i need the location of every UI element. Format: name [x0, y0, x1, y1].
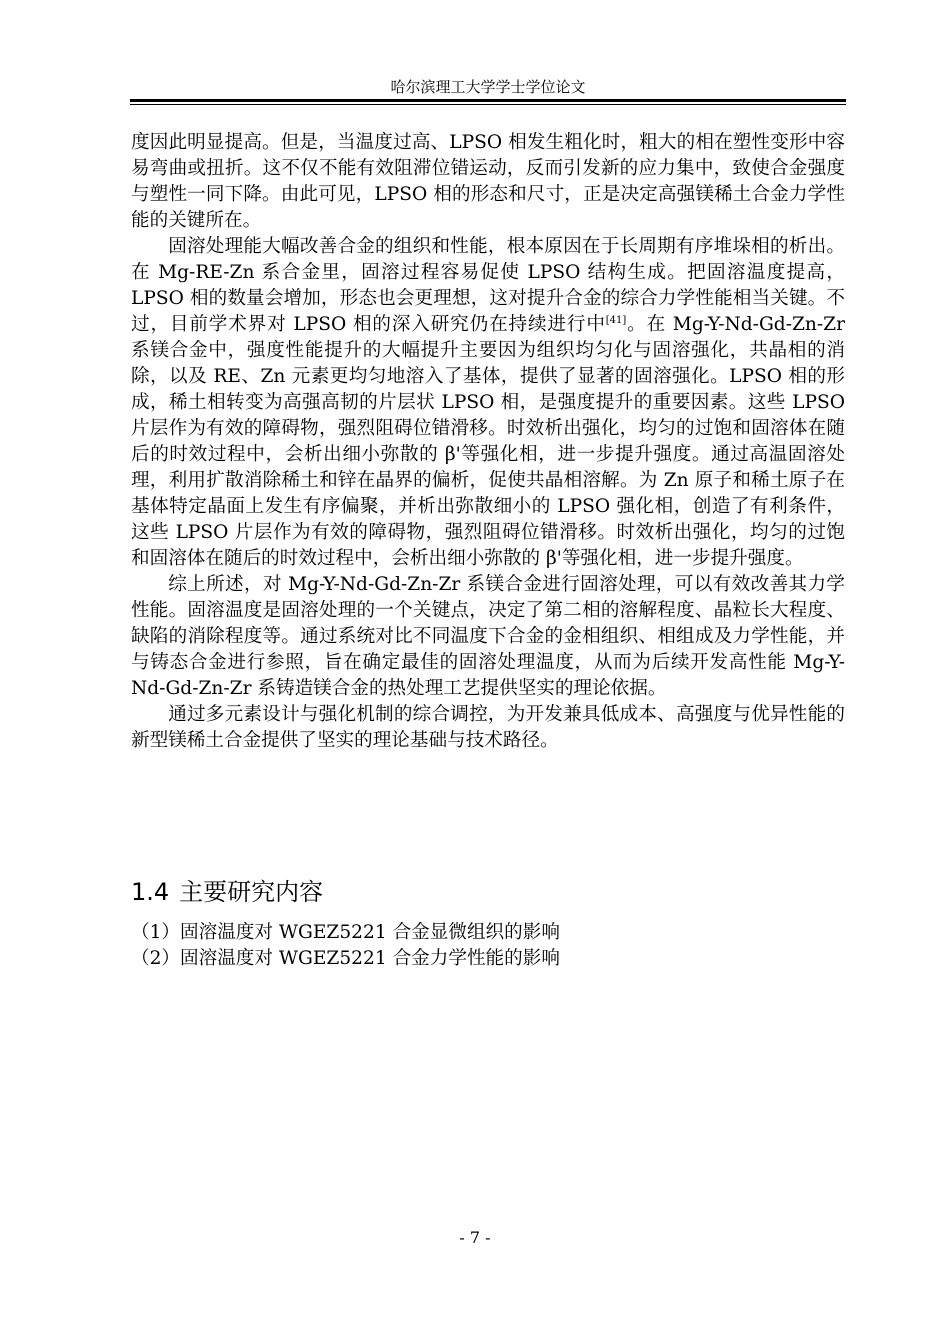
section-title-text: 主要研究内容 [179, 878, 324, 906]
research-content-list [131, 920, 560, 972]
section-number: 1.4 [131, 878, 170, 906]
header-rule-thick [130, 99, 846, 102]
paragraph-1: 度因此明显提高。但是，当温度过高、LPSO 相发生粗化时，粗大的相在塑性变形中容易弯曲或扭折。这不仅不能有效阻滞位错运动，反而引发新的应力集中，致使合金强度与塑性一同下降。由此可见，LPSO 相的形态和尺寸，正是决定高强镁稀土合金力学性能的关键所在。 [131, 132, 845, 231]
body-text [131, 130, 845, 754]
list-item: （2）固溶温度对 WGEZ5221 合金力学性能的影响 [131, 948, 560, 969]
section-heading [131, 876, 323, 908]
list-item: （1）固溶温度对 WGEZ5221 合金显微组织的影响 [131, 922, 560, 943]
paragraph-2-part-b: 。在 Mg-Y-Nd-Gd-Zn-Zr 系镁合金中，强度性能提升的大幅提升主要因为组织均匀化与固溶强化，共晶相的消除，以及 RE、Zn 元素更均匀地溶入了基体，提供了显著的固溶强化。LPSO 相的形成，稀土相转变为高强高韧的片层状 LPSO 相，是强度提升的重要因素。这些 LPSO 片层作为有效的障碍物，强烈阻碍位错滑移。时效析出强化，均匀的过饱和固溶体在随后的时效过程中，会析出细小弥散的 β'等强化相，进一步提升强度。通过高温固溶处理，利用扩散消除稀土和锌在晶界的偏析，促使共晶相溶解。为 Zn 原子和稀土原子在基体特定晶面上发生有序偏聚，并析出弥散细小的 LPSO 强化相，创造了有利条件，这些 LPSO 片层作为有效的障碍物，强烈阻碍位错滑移。时效析出强化，均匀的过饱和固溶体在随后的时效过程中，会析出细小弥散的 β'等强化相，进一步提升强度。 [131, 314, 845, 569]
running-header: 哈尔滨理工大学学士学位论文 [390, 78, 586, 96]
paragraph-4: 通过多元素设计与强化机制的综合调控，为开发兼具低成本、高强度与优异性能的新型镁稀土合金提供了坚实的理论基础与技术路径。 [131, 704, 845, 751]
paragraph-2 [131, 234, 845, 572]
header-rule-thin [130, 104, 846, 105]
paragraph-3: 综上所述，对 Mg-Y-Nd-Gd-Zn-Zr 系镁合金进行固溶处理，可以有效改善其力学性能。固溶温度是固溶处理的一个关键点，决定了第二相的溶解程度、晶粒长大程度、缺陷的消除程度等。通过系统对比不同温度下合金的金相组织、相组成及力学性能，并与铸态合金进行参照，旨在确定最佳的固溶处理温度，从而为后续开发高性能 Mg-Y-Nd-Gd-Zn-Zr 系铸造镁合金的热处理工艺提供坚实的理论依据。 [131, 574, 845, 699]
paragraph-2-part-a: 固溶处理能大幅改善合金的组织和性能，根本原因在于长周期有序堆垛相的析出。在 Mg-RE-Zn 系合金里，固溶过程容易促使 LPSO 结构生成。把固溶温度提高，LPSO 相的数量会增加，形态也会更理想，这对提升合金的综合力学性能相当关键。不过，目前学术界对 LPSO 相的深入研究仍在持续进行中 [131, 236, 845, 335]
citation-41: [41] [605, 314, 627, 326]
page-number: - 7 - [459, 1228, 491, 1247]
